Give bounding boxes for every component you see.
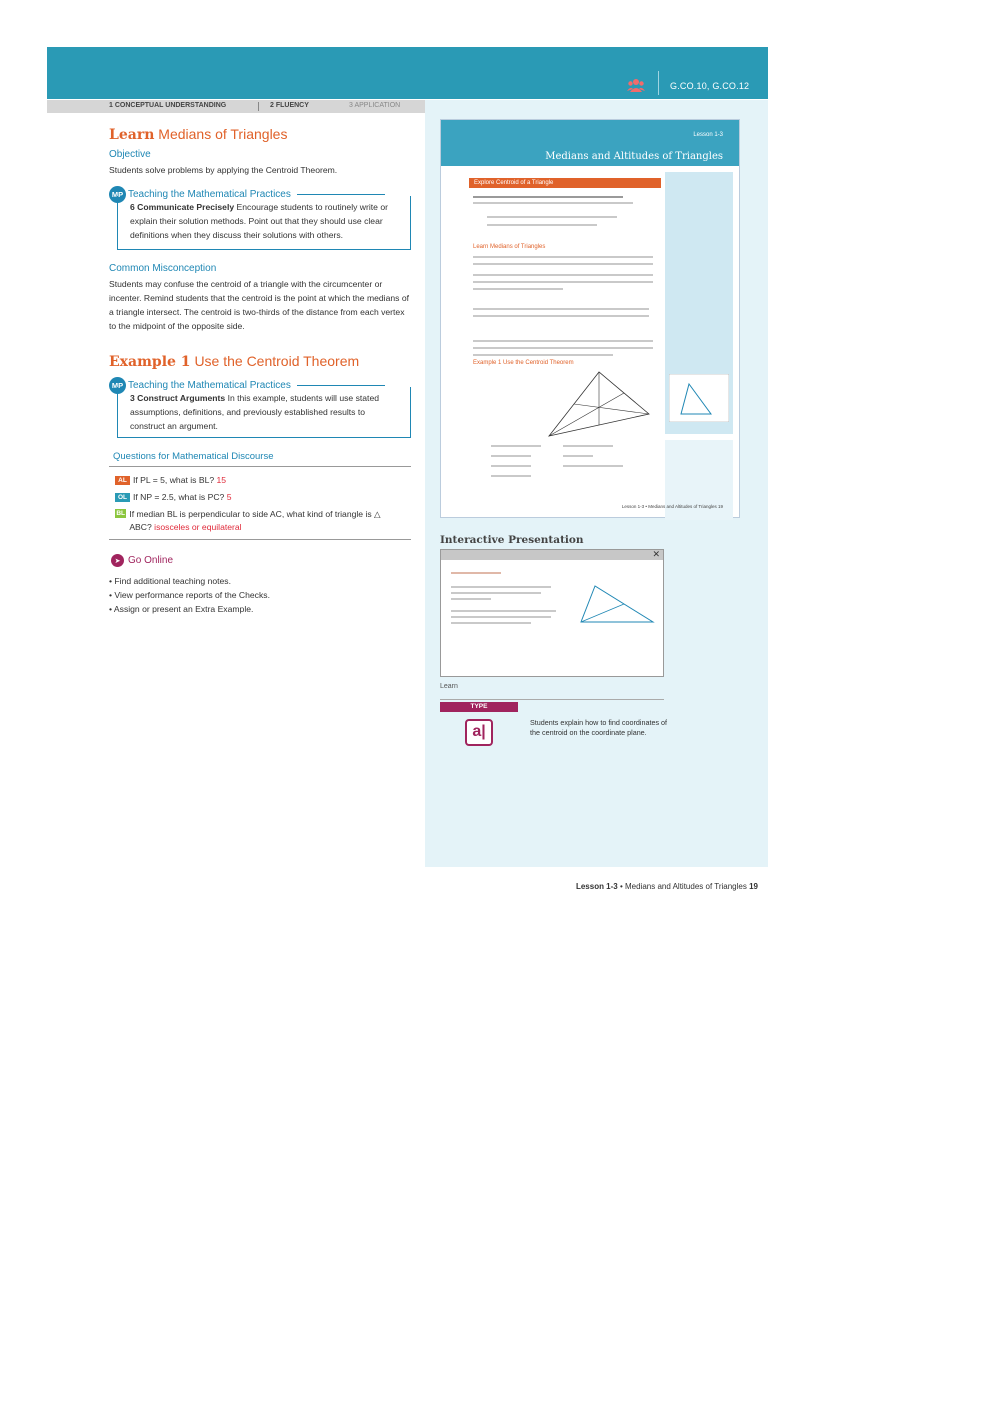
list-item: • View performance reports of the Checks. [109, 590, 270, 600]
question-text: If NP = 2.5, what is PC? 5 [133, 492, 232, 502]
presentation-titlebar [441, 550, 663, 560]
go-online-label: Go Online [128, 555, 174, 566]
coordinate-grid [669, 374, 729, 422]
answer-text: 5 [226, 492, 232, 502]
type-description: Students explain how to find coordinates of the centroid on the coordinate plane. [530, 718, 668, 737]
question-text: If PL = 5, what is BL? 15 [133, 475, 227, 485]
mp-box-learn [117, 196, 411, 250]
go-online-list [109, 574, 270, 616]
tab-fluency[interactable]: 2 FLUENCY [270, 102, 309, 109]
ol-badge: OL [115, 493, 130, 502]
standards-label: G.CO.10, G.CO.12 [670, 81, 750, 91]
question-al [115, 475, 226, 485]
interactive-heading: Interactive Presentation [440, 534, 584, 546]
page-footer: Lesson 1-3 • Medians and Altitudes of Triangles 19 [575, 882, 758, 891]
answer-text: 15 [216, 475, 227, 485]
question-text: If median BL is perpendicular to side AC, what kind of triangle is △ ABC? isosceles or equilateral [129, 509, 381, 532]
thumbnail-learn: Learn Medians of Triangles [473, 244, 546, 250]
presentation-triangle [577, 582, 657, 634]
bl-badge: BL [116, 510, 125, 517]
thumbnail-example: Example 1 Use the Centroid Theorem [473, 360, 574, 366]
mp-practice-name: 6 Communicate Precisely [130, 202, 235, 212]
misconception-label: Common Misconception [109, 263, 217, 274]
thumbnail-lesson: Lesson 1-3 [693, 132, 723, 138]
go-online-heading[interactable] [111, 554, 173, 567]
list-item: • Find additional teaching notes. [109, 576, 231, 586]
mp-practice-text: In this example, students will use stated assumptions, definitions, and previously established results to construct an argument. [130, 393, 379, 431]
mp-practice-text: Encourage students to routinely write or explain their solution methods. Point out that they should use clear definitions when they discuss their solutions with others. [130, 202, 388, 240]
thumbnail-header [441, 120, 739, 166]
footer-lesson: Lesson 1-3 [575, 882, 618, 891]
header-band [47, 47, 768, 99]
discourse-end-rule [109, 539, 411, 540]
presentation-caption: Learn [440, 683, 458, 690]
objective-text: Students solve problems by applying the Centroid Theorem. [109, 165, 338, 175]
type-icon: a| [465, 719, 493, 746]
group-icon [627, 78, 645, 92]
al-badge: AL [115, 476, 130, 485]
triangle-diagram [541, 370, 653, 442]
misconception-text: Students may confuse the centroid of a triangle with the circumcenter or incenter. Remind students that the centroid is the point at which the medians of a triangle intersect. The centroid is two-thirds of the distance from each vertex to the midpoint of the opposite side. [109, 279, 410, 331]
type-rule [440, 699, 664, 700]
thumbnail-explore-bar: Explore Centroid of a Triangle [469, 178, 661, 188]
list-item: • Assign or present an Extra Example. [109, 604, 254, 614]
answer-text: isosceles or equilateral [154, 522, 242, 532]
mp-heading-text: Teaching the Mathematical Practices [128, 380, 291, 391]
mp-icon: MP [109, 377, 126, 394]
cursor-icon: ➤ [111, 554, 124, 567]
mp-practice-name: 3 Construct Arguments [130, 393, 226, 403]
mp-icon: MP [109, 186, 126, 203]
mp-box-example [117, 387, 411, 438]
tab-divider [258, 102, 259, 111]
learn-title: Medians of Triangles [158, 126, 288, 142]
tab-conceptual-understanding[interactable]: 1 CONCEPTUAL UNDERSTANDING [109, 102, 227, 109]
header-separator [658, 71, 659, 95]
close-icon[interactable]: ✕ [652, 549, 660, 559]
learn-heading [109, 126, 411, 143]
student-page-thumbnail [440, 119, 740, 518]
presentation-window[interactable] [440, 549, 664, 677]
example-label: Example 1 [109, 354, 191, 370]
type-label: TYPE [440, 702, 518, 712]
mp-heading-text: Teaching the Mathematical Practices [128, 189, 291, 200]
discourse-rule [109, 466, 411, 467]
page-number: 19 [749, 882, 758, 891]
question-bl [115, 508, 405, 534]
tab-application[interactable]: 3 APPLICATION [349, 102, 401, 109]
objective-label: Objective [109, 149, 151, 160]
example-heading [109, 353, 411, 370]
learn-label: Learn [109, 127, 155, 143]
thumbnail-footer: Lesson 1-3 • Medians and Altitudes of Triangles 19 [621, 504, 723, 509]
example-title: Use the Centroid Theorem [194, 353, 360, 369]
tab-bar [47, 100, 425, 113]
discourse-heading: Questions for Mathematical Discourse [113, 451, 274, 462]
question-ol [115, 492, 232, 502]
thumbnail-title: Medians and Altitudes of Triangles [545, 151, 723, 162]
footer-title: Medians and Altitudes of Triangles [625, 882, 747, 891]
